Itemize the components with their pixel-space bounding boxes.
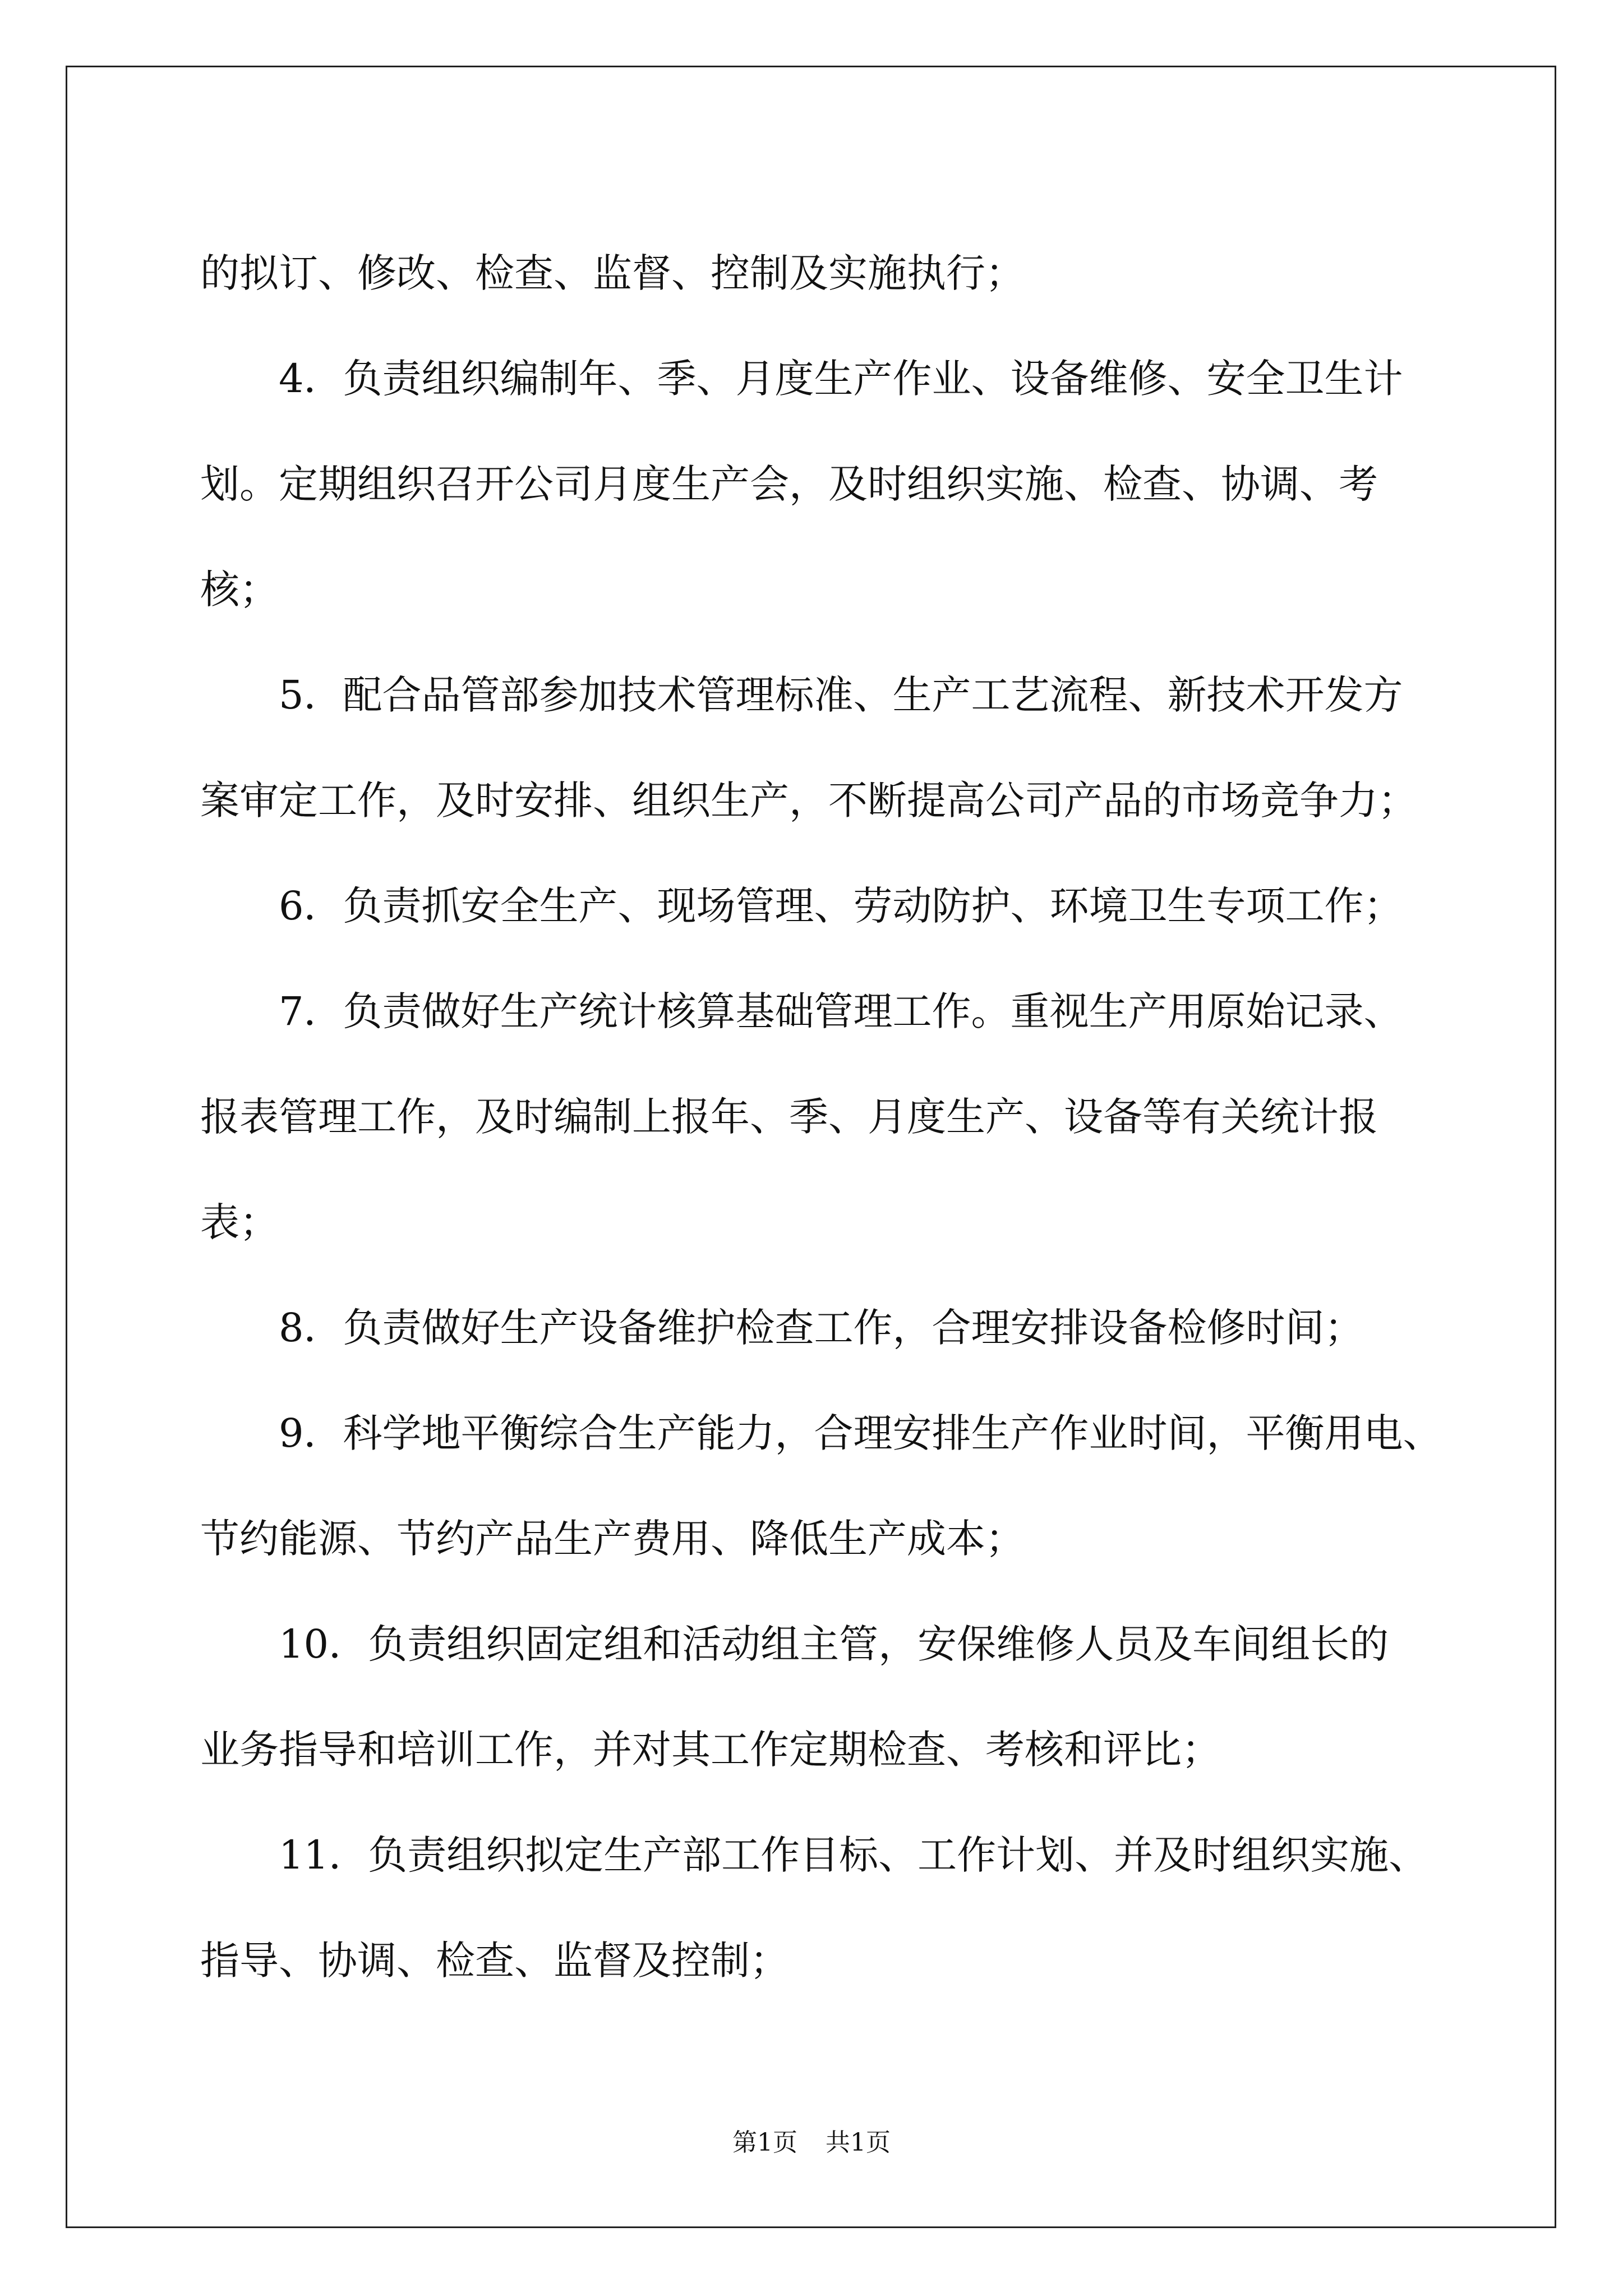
text-line: 7．负责做好生产统计核算基础管理工作。重视生产用原始记录、 bbox=[279, 988, 1403, 1034]
page-footer bbox=[0, 2127, 1623, 2159]
text-line: 划。定期组织召开公司月度生产会，及时组织实施、检查、协调、考 bbox=[200, 461, 1378, 507]
document-body bbox=[200, 220, 1454, 2013]
text-line: 6．负责抓安全生产、现场管理、劳动防护、环境卫生专项工作； bbox=[279, 883, 1403, 929]
text-line: 案审定工作，及时安排、组织生产，不断提高公司产品的市场竞争力； bbox=[200, 777, 1417, 823]
page-number-total: 共1页 bbox=[826, 2128, 891, 2157]
text-line: 节约能源、节约产品生产费用、降低生产成本； bbox=[200, 1516, 1025, 1562]
text-line: 的拟订、修改、检查、监督、控制及实施执行； bbox=[200, 250, 1025, 296]
text-line: 5．配合品管部参加技术管理标准、生产工艺流程、新技术开发方 bbox=[279, 672, 1403, 718]
text-line: 11．负责组织拟定生产部工作目标、工作计划、并及时组织实施、 bbox=[279, 1832, 1428, 1878]
text-line: 10．负责组织固定组和活动组主管，安保维修人员及车间组长的 bbox=[279, 1621, 1389, 1667]
text-line: 指导、协调、检查、监督及控制； bbox=[200, 1938, 789, 1984]
text-line: 9．科学地平衡综合生产能力，合理安排生产作业时间，平衡用电、 bbox=[279, 1410, 1442, 1456]
text-line: 4．负责组织编制年、季、月度生产作业、设备维修、安全卫生计 bbox=[279, 356, 1403, 402]
text-line: 8．负责做好生产设备维护检查工作，合理安排设备检修时间； bbox=[279, 1305, 1364, 1351]
text-line: 表； bbox=[200, 1199, 279, 1245]
text-line: 业务指导和培训工作，并对其工作定期检查、考核和评比； bbox=[200, 1727, 1221, 1773]
text-line: 报表管理工作，及时编制上报年、季、月度生产、设备等有关统计报 bbox=[200, 1094, 1378, 1140]
text-line: 核； bbox=[200, 567, 279, 613]
page-number-current: 第1页 bbox=[732, 2128, 797, 2157]
